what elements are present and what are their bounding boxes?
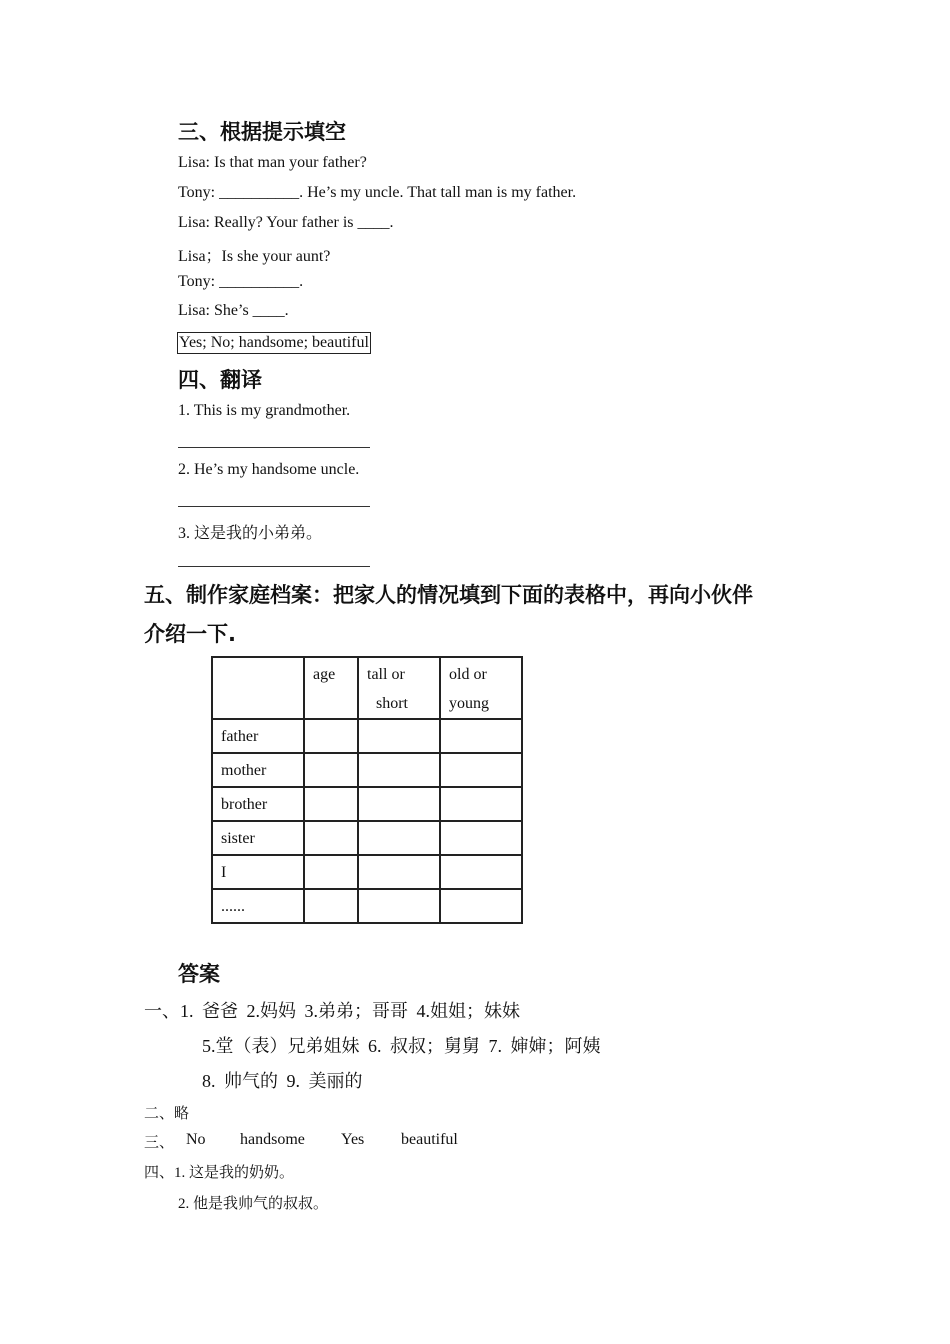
answers-title: 答案 [178,962,220,986]
cell-age[interactable] [304,889,358,923]
answer-3-word-1: No [186,1131,206,1148]
header-tall-line1: tall or [367,666,405,683]
dialogue-line-4: Lisa；Is she your aunt? [178,248,331,265]
header-old-line1: old or [449,666,487,683]
header-blank-cell [212,657,304,719]
row-label-more: ...... [212,889,304,923]
family-profile-table [211,656,523,924]
section5-title-line2: 介绍一下. [144,622,236,646]
cell-age[interactable] [304,855,358,889]
table-row [212,889,522,923]
cell-age[interactable] [304,719,358,753]
dialogue-line-5: Tony: __________. [178,273,304,290]
cell-age[interactable] [304,787,358,821]
cell-tall-short[interactable] [358,889,440,923]
answer-1-line2: 5.堂（表）兄弟姐妹 6. 叔叔；舅舅 7. 婶婶；阿姨 [202,1036,601,1056]
dialogue-line-2: Tony: __________. He’s my uncle. That tall man is my father. [178,184,577,201]
section3-title: 三、根据提示填空 [178,120,346,144]
cell-old-young[interactable] [440,719,522,753]
table-header-row [212,657,522,719]
table-row [212,855,522,889]
row-label-mother: mother [212,753,304,787]
word-bank-box: Yes; No; handsome; beautiful [177,332,371,354]
header-tall-or-short [358,657,440,719]
cell-old-young[interactable] [440,821,522,855]
answer-line-1 [178,447,370,448]
answer-1-line3: 8. 帅气的 9. 美丽的 [202,1071,363,1091]
cell-old-young[interactable] [440,753,522,787]
section5-title-line1: 五、制作家庭档案：把家人的情况填到下面的表格中，再向小伙伴 [144,583,753,607]
header-old-or-young [440,657,522,719]
header-tall-line2: short [376,695,408,712]
section4-title: 四、翻译 [178,368,262,392]
cell-old-young[interactable] [440,855,522,889]
cell-old-young[interactable] [440,787,522,821]
answer-1-line1: 一、1. 爸爸 2.妈妈 3.弟弟；哥哥 4.姐姐；妹妹 [144,1001,520,1021]
row-label-sister: sister [212,821,304,855]
cell-age[interactable] [304,821,358,855]
translate-item-1: 1. This is my grandmother. [178,402,351,419]
translate-item-3: 3. 这是我的小弟弟。 [178,525,323,542]
table-row [212,719,522,753]
header-old-line2: young [449,695,489,712]
row-label-father: father [212,719,304,753]
header-age: age [304,657,358,719]
cell-tall-short[interactable] [358,821,440,855]
cell-tall-short[interactable] [358,855,440,889]
answer-line-2 [178,506,370,507]
answer-3-word-4: beautiful [401,1131,458,1148]
answer-3-word-2: handsome [240,1131,305,1148]
row-label-brother: brother [212,787,304,821]
answer-4-line2: 2. 他是我帅气的叔叔。 [178,1196,329,1212]
table-row [212,787,522,821]
table-row [212,753,522,787]
answer-3-word-3: Yes [341,1131,365,1148]
translate-item-2: 2. He’s my handsome uncle. [178,461,360,478]
cell-tall-short[interactable] [358,719,440,753]
answer-4-line1: 四、1. 这是我的奶奶。 [144,1165,295,1181]
row-label-i: I [212,855,304,889]
dialogue-line-6: Lisa: She’s ____. [178,302,289,319]
dialogue-line-3: Lisa: Really? Your father is ____. [178,214,394,231]
cell-tall-short[interactable] [358,787,440,821]
cell-tall-short[interactable] [358,753,440,787]
dialogue-line-1: Lisa: Is that man your father? [178,154,367,171]
answer-3-prefix: 三、 [144,1135,175,1151]
answer-2: 二、略 [144,1106,190,1122]
cell-age[interactable] [304,753,358,787]
table-row [212,821,522,855]
cell-old-young[interactable] [440,889,522,923]
answer-line-3 [178,566,370,567]
